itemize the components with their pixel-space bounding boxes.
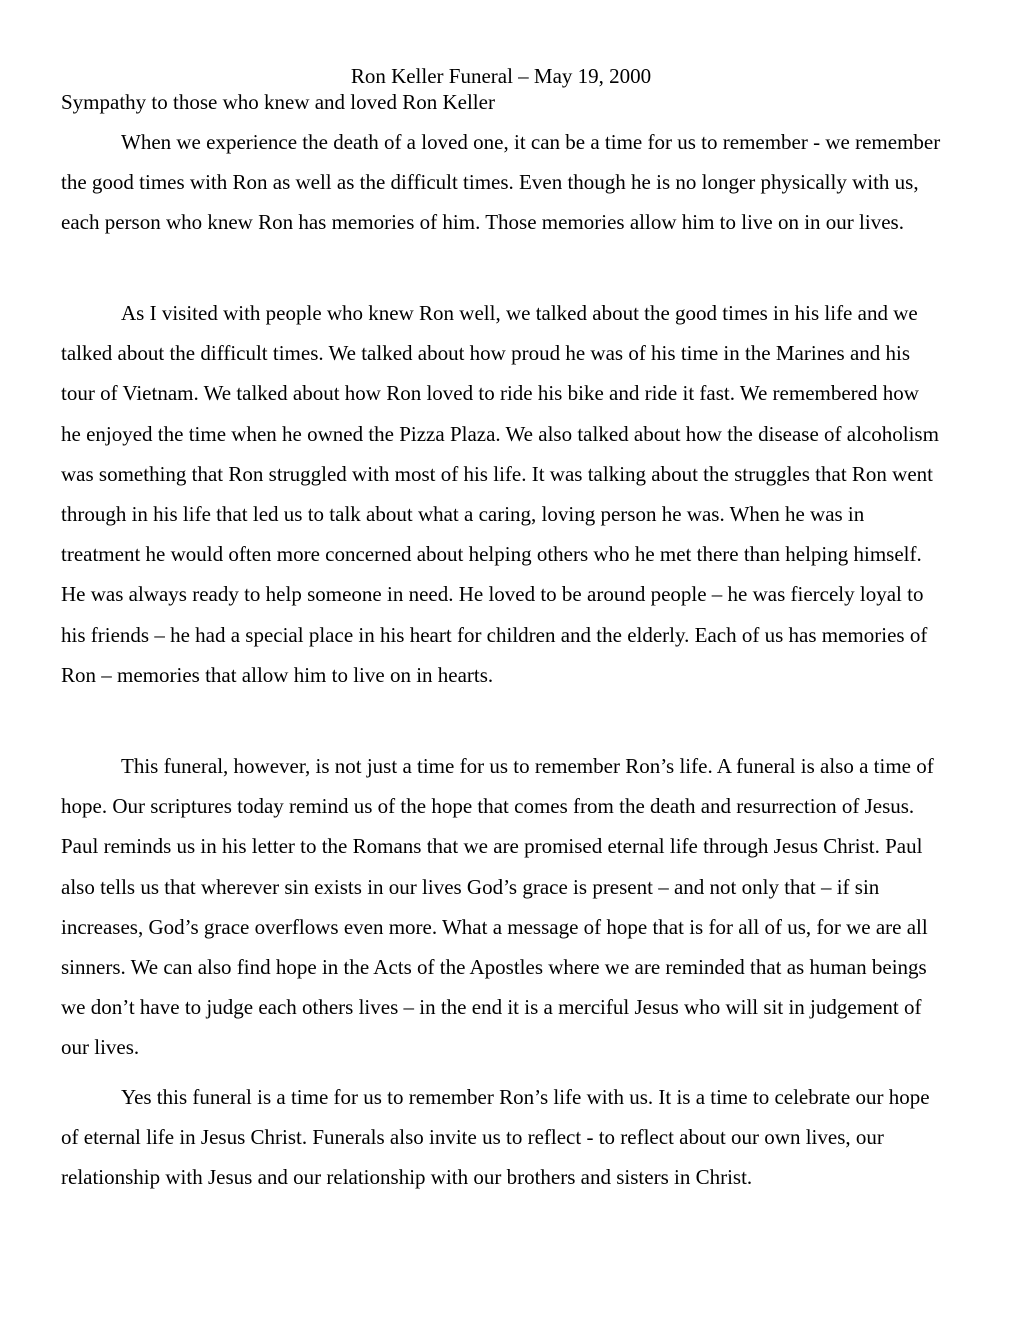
paragraph-4: Yes this funeral is a time for us to remember Ron’s life with us. It is a time to celebrate our hope of eternal life in Jesus Christ. Funerals also invite us to reflect - to reflect about our own lives, our relationship with Jesus and our relationship with our brothers and sisters in Christ. [61,1085,930,1190]
paragraph-3: This funeral, however, is not just a time for us to remember Ron’s life. A funeral is also a time of hope. Our scriptures today remind us of the hope that comes from the death and resurrection of Jesus. Paul reminds us in his letter to the Romans that we are promised eternal life through Jesus Christ. Paul also tells us that wherever sin exists in our lives God’s grace is present – and not only that – if sin increases, God’s grace overflows even more. What a message of hope that is for all of us, for we are all sinners. We can also find hope in the Acts of the Apostles where we are reminded that as human beings we don’t have to judge each others lives – in the end it is a merciful Jesus who will sit in judgement of our lives. [61,754,934,1060]
page-title: Ron Keller Funeral – May 19, 2000 [350,64,652,88]
page-subtitle: Sympathy to those who knew and loved Ron Keller [61,90,495,114]
paragraph-1: When we experience the death of a loved one, it can be a time for us to remember - we remember the good times with Ron as well as the difficult times. Even though he is no longer physically with us, each person who knew Ron has memories of him. Those memories allow him to live on in our lives. [61,130,941,235]
paragraph-2: As I visited with people who knew Ron well, we talked about the good times in his life and we talked about the difficult times. We talked about how proud he was of his time in the Marines and his tour of Vietnam. We talked about how Ron loved to ride his bike and ride it fast. We remembered how he enjoyed the time when he owned the Pizza Plaza. We also talked about how the disease of alcoholism was something that Ron struggled with most of his life. It was talking about the struggles that Ron went through in his life that led us to talk about what a caring, loving person he was. When he was in treatment he would often more concerned about helping others who he met there than helping himself. He was always ready to help someone in need. He loved to be around people – he was fiercely loyal to his friends – he had a special place in his heart for children and the elderly. Each of us has memories of Ron – memories that allow him to live on in hearts. [61,301,939,687]
